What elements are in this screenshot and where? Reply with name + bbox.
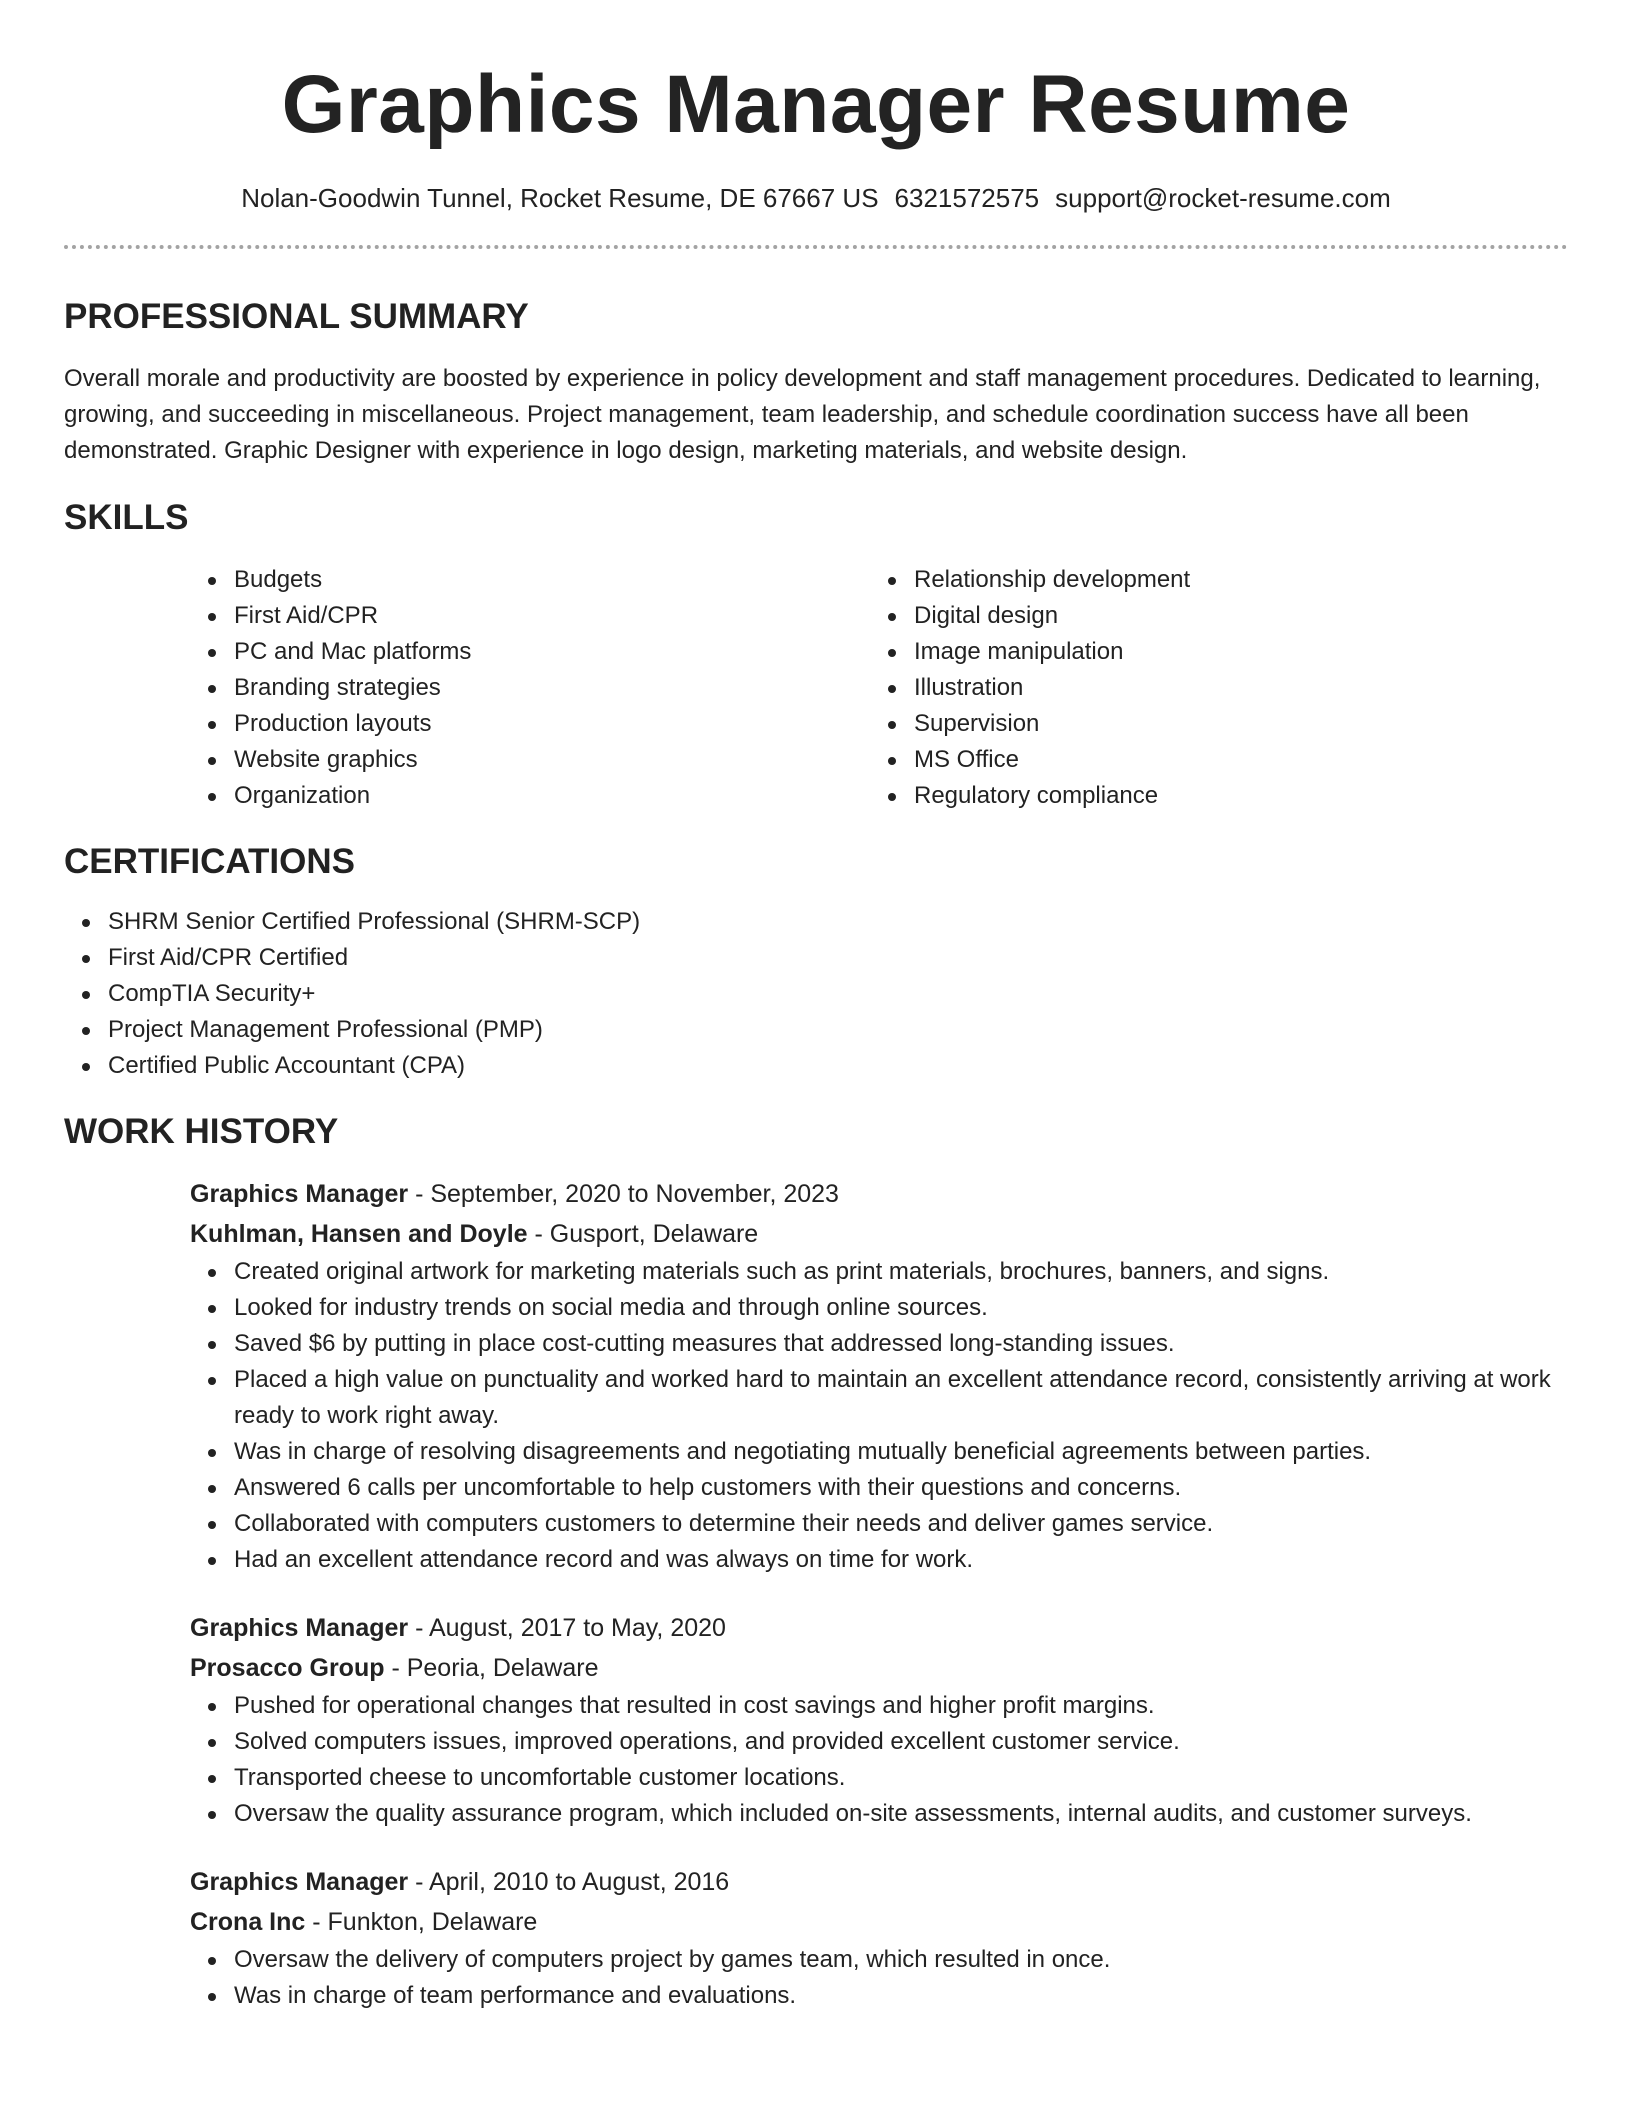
contact-address: Nolan-Goodwin Tunnel, Rocket Resume, DE 67667 US bbox=[241, 183, 879, 213]
summary-section bbox=[64, 297, 1568, 469]
job-company: Crona Inc bbox=[190, 1908, 306, 1936]
job-bullets bbox=[190, 1688, 1568, 1832]
skill-item: Relationship development bbox=[870, 562, 1550, 598]
skill-item: Regulatory compliance bbox=[870, 778, 1550, 814]
job-role: Graphics Manager bbox=[190, 1614, 409, 1642]
skills-heading: SKILLS bbox=[64, 498, 189, 537]
contact-email: support@rocket-resume.com bbox=[1055, 183, 1391, 213]
job-bullet: Was in charge of resolving disagreements and negotiating mutually beneficial agreements between parties. bbox=[190, 1434, 1568, 1470]
skills-grid bbox=[190, 562, 1568, 814]
skill-item: Budgets bbox=[190, 562, 870, 598]
skills-right-list bbox=[870, 562, 1550, 814]
job-entry bbox=[190, 1862, 1568, 2014]
skill-item: First Aid/CPR bbox=[190, 598, 870, 634]
job-company-line bbox=[190, 1214, 1568, 1254]
skills-section bbox=[64, 498, 1568, 814]
job-bullets bbox=[190, 1942, 1568, 2014]
resume-page bbox=[64, 0, 1568, 2014]
job-location: - Gusport, Delaware bbox=[527, 1220, 759, 1248]
certifications-section bbox=[64, 842, 1568, 1084]
skill-item: Organization bbox=[190, 778, 870, 814]
certification-item: SHRM Senior Certified Professional (SHRM-SCP) bbox=[64, 904, 1568, 940]
contact-line bbox=[64, 182, 1568, 214]
skill-item: Branding strategies bbox=[190, 670, 870, 706]
certification-item: Certified Public Accountant (CPA) bbox=[64, 1048, 1568, 1084]
summary-heading: PROFESSIONAL SUMMARY bbox=[64, 297, 529, 336]
resume-title: Graphics Manager Resume bbox=[281, 59, 1351, 150]
job-bullets bbox=[190, 1254, 1568, 1578]
job-bullet: Placed a high value on punctuality and worked hard to maintain an excellent attendance record, consistently arriving at work ready to work right away. bbox=[190, 1362, 1568, 1434]
job-dates: - August, 2017 to May, 2020 bbox=[408, 1614, 726, 1642]
job-bullet: Had an excellent attendance record and was always on time for work. bbox=[190, 1542, 1568, 1578]
job-bullet: Oversaw the quality assurance program, which included on-site assessments, internal audits, and customer surveys. bbox=[190, 1796, 1568, 1832]
certifications-list bbox=[64, 904, 1568, 1084]
job-bullet: Solved computers issues, improved operations, and provided excellent customer service. bbox=[190, 1724, 1568, 1760]
job-title-line bbox=[190, 1608, 1568, 1648]
job-dates: - September, 2020 to November, 2023 bbox=[408, 1180, 839, 1208]
job-location: - Funkton, Delaware bbox=[305, 1908, 538, 1936]
certification-item: Project Management Professional (PMP) bbox=[64, 1012, 1568, 1048]
summary-text: Overall morale and productivity are boosted by experience in policy development and staff management procedures. Dedicated to learning, growing, and succeeding in miscellaneous. Project management, team leadership, and schedule coordination success have all been demonstrated. Graphic Designer with experience in logo design, marketing materials, and website design. bbox=[64, 365, 1541, 464]
job-entry bbox=[190, 1174, 1568, 1578]
job-entry bbox=[190, 1608, 1568, 1832]
job-bullet: Transported cheese to uncomfortable customer locations. bbox=[190, 1760, 1568, 1796]
job-bullet: Oversaw the delivery of computers project by games team, which resulted in once. bbox=[190, 1942, 1568, 1978]
job-bullet: Answered 6 calls per uncomfortable to help customers with their questions and concerns. bbox=[190, 1470, 1568, 1506]
header-divider bbox=[64, 245, 1568, 249]
skill-item: Website graphics bbox=[190, 742, 870, 778]
certification-item: CompTIA Security+ bbox=[64, 976, 1568, 1012]
job-bullet: Saved $6 by putting in place cost-cutting measures that addressed long-standing issues. bbox=[190, 1326, 1568, 1362]
skill-item: Production layouts bbox=[190, 706, 870, 742]
job-title-line bbox=[190, 1174, 1568, 1214]
job-title-line bbox=[190, 1862, 1568, 1902]
certifications-heading: CERTIFICATIONS bbox=[64, 842, 356, 881]
job-bullet: Created original artwork for marketing materials such as print materials, brochures, banners, and signs. bbox=[190, 1254, 1568, 1290]
work-history-heading: WORK HISTORY bbox=[64, 1112, 339, 1151]
job-dates: - April, 2010 to August, 2016 bbox=[408, 1868, 730, 1896]
skills-left-list bbox=[190, 562, 870, 814]
skill-item: MS Office bbox=[870, 742, 1550, 778]
job-bullet: Collaborated with computers customers to determine their needs and deliver games service. bbox=[190, 1506, 1568, 1542]
job-company: Prosacco Group bbox=[190, 1654, 385, 1682]
work-history-section bbox=[64, 1112, 1568, 2014]
job-company: Kuhlman, Hansen and Doyle bbox=[190, 1220, 528, 1248]
job-location: - Peoria, Delaware bbox=[384, 1654, 599, 1682]
skill-item: Image manipulation bbox=[870, 634, 1550, 670]
job-company-line bbox=[190, 1648, 1568, 1688]
job-bullet: Looked for industry trends on social media and through online sources. bbox=[190, 1290, 1568, 1326]
skill-item: Illustration bbox=[870, 670, 1550, 706]
skill-item: PC and Mac platforms bbox=[190, 634, 870, 670]
job-role: Graphics Manager bbox=[190, 1868, 409, 1896]
job-bullet: Was in charge of team performance and evaluations. bbox=[190, 1978, 1568, 2014]
contact-phone: 6321572575 bbox=[894, 183, 1040, 213]
skill-item: Supervision bbox=[870, 706, 1550, 742]
skill-item: Digital design bbox=[870, 598, 1550, 634]
job-role: Graphics Manager bbox=[190, 1180, 409, 1208]
certification-item: First Aid/CPR Certified bbox=[64, 940, 1568, 976]
job-company-line bbox=[190, 1902, 1568, 1942]
job-bullet: Pushed for operational changes that resulted in cost savings and higher profit margins. bbox=[190, 1688, 1568, 1724]
